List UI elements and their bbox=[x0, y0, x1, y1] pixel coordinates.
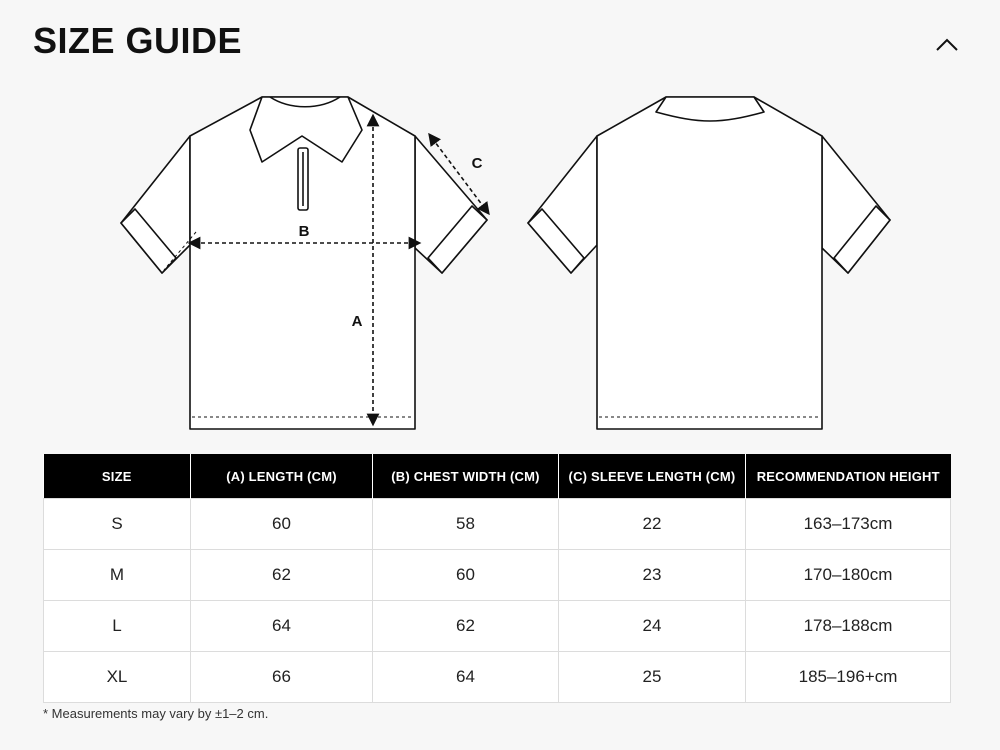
cell-size: XL bbox=[44, 652, 191, 703]
col-header-height: RECOMMENDATION HEIGHT bbox=[746, 454, 951, 499]
table-row bbox=[44, 499, 951, 550]
back-shirt-drawing bbox=[528, 97, 890, 429]
footnote: * Measurements may vary by ±1–2 cm. bbox=[43, 706, 269, 721]
cell-chest: 64 bbox=[373, 652, 559, 703]
measure-label-b: B bbox=[298, 223, 310, 240]
cell-height: 170–180cm bbox=[746, 550, 951, 601]
cell-sleeve: 25 bbox=[559, 652, 746, 703]
cell-chest: 60 bbox=[373, 550, 559, 601]
cell-sleeve: 23 bbox=[559, 550, 746, 601]
cell-chest: 62 bbox=[373, 601, 559, 652]
chevron-up-icon bbox=[934, 37, 960, 53]
cell-size: M bbox=[44, 550, 191, 601]
table-row bbox=[44, 550, 951, 601]
front-shirt-drawing bbox=[121, 97, 487, 429]
cell-length: 64 bbox=[191, 601, 373, 652]
cell-size: L bbox=[44, 601, 191, 652]
cell-sleeve: 24 bbox=[559, 601, 746, 652]
cell-length: 62 bbox=[191, 550, 373, 601]
col-header-sleeve: (C) SLEEVE LENGTH (CM) bbox=[559, 454, 746, 499]
col-header-size: SIZE bbox=[44, 454, 191, 499]
table-row bbox=[44, 601, 951, 652]
table-header-row bbox=[44, 454, 951, 499]
size-guide-header bbox=[0, 0, 1000, 80]
cell-height: 163–173cm bbox=[746, 499, 951, 550]
measure-label-c: C bbox=[471, 155, 483, 172]
cell-length: 66 bbox=[191, 652, 373, 703]
cell-height: 178–188cm bbox=[746, 601, 951, 652]
table-row bbox=[44, 652, 951, 703]
cell-height: 185–196+cm bbox=[746, 652, 951, 703]
col-header-chest: (B) CHEST WIDTH (CM) bbox=[373, 454, 559, 499]
garment-illustration bbox=[0, 80, 1000, 440]
cell-chest: 58 bbox=[373, 499, 559, 550]
collapse-button[interactable] bbox=[930, 28, 964, 62]
size-table bbox=[43, 454, 951, 703]
cell-sleeve: 22 bbox=[559, 499, 746, 550]
measure-label-a: A bbox=[351, 313, 363, 330]
page-title: SIZE GUIDE bbox=[33, 20, 243, 61]
cell-length: 60 bbox=[191, 499, 373, 550]
cell-size: S bbox=[44, 499, 191, 550]
col-header-length: (A) LENGTH (CM) bbox=[191, 454, 373, 499]
